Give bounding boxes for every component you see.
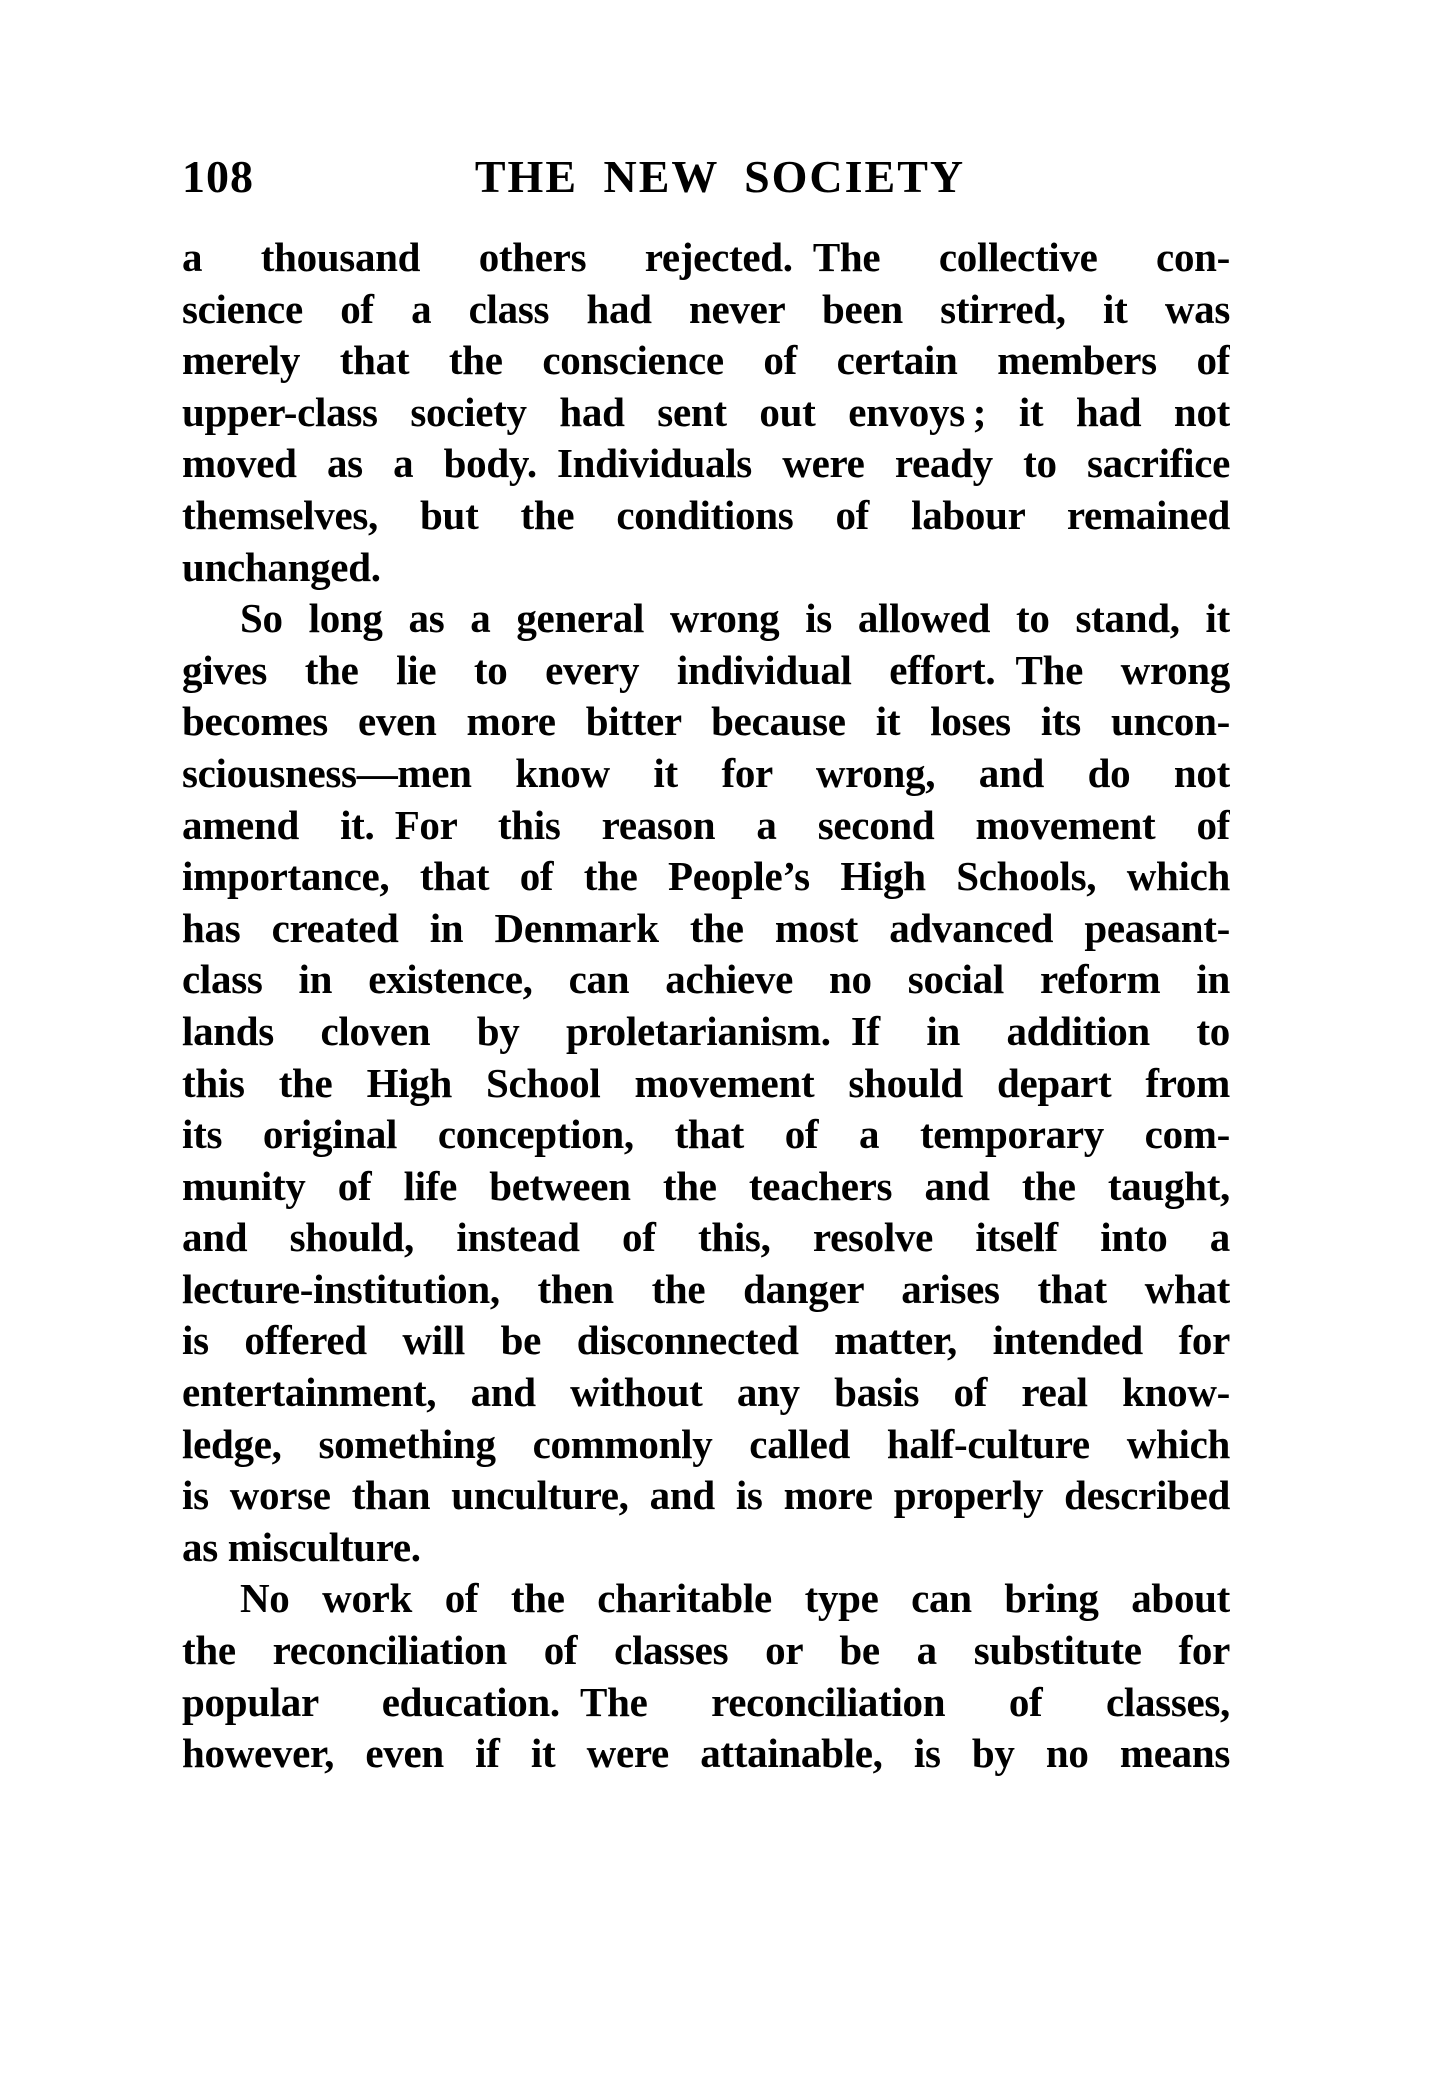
text-line: gives the lie to every individual effort. The wrong (182, 646, 1230, 693)
text-line: is offered will be disconnected matter, intended for (182, 1317, 1230, 1364)
text-line: is worse than unculture, and is more properly described (182, 1472, 1230, 1519)
text-line: lands cloven by proletarianism. If in addition to (182, 1007, 1230, 1054)
text-line: however, even if it were attainable, is by no means (182, 1730, 1230, 1777)
text-line: the reconciliation of classes or be a substitute for (182, 1627, 1230, 1674)
text-line: amend it. For this reason a second movement of (182, 801, 1230, 848)
text-line: unchanged. (182, 543, 381, 590)
text-line: So long as a general wrong is allowed to stand, it (240, 595, 1230, 642)
text-line: has created in Denmark the most advanced peasant- (182, 904, 1230, 951)
text-line: upper-class society had sent out envoys ; it had not (182, 388, 1230, 435)
text-line: No work of the charitable type can bring about (240, 1575, 1230, 1622)
text-line: munity of life between the teachers and the taught, (182, 1162, 1230, 1209)
text-line: sciousness—men know it for wrong, and do not (182, 749, 1230, 796)
text-line: becomes even more bitter because it loses its uncon- (182, 698, 1230, 745)
text-line: lecture-institution, then the danger arises that what (182, 1265, 1230, 1312)
text-line: themselves, but the conditions of labour remained (182, 491, 1230, 538)
text-line: its original conception, that of a temporary com- (182, 1111, 1230, 1158)
text-line: popular education. The reconciliation of classes, (182, 1678, 1230, 1725)
text-line: a thousand others rejected. The collective con- (182, 234, 1230, 280)
text-line: moved as a body. Individuals were ready to sacrifice (182, 440, 1230, 487)
text-line: and should, instead of this, resolve itself into a (182, 1214, 1230, 1261)
text-line: entertainment, and without any basis of real know- (182, 1369, 1230, 1416)
text-line: as misculture. (182, 1523, 421, 1570)
page-number: 108 (182, 151, 254, 202)
text-line: class in existence, can achieve no social reform in (182, 956, 1230, 1003)
text-line: ledge, something commonly called half-culture which (182, 1420, 1230, 1467)
text-line: importance, that of the People’s High Schools, which (182, 853, 1230, 900)
text-line: merely that the conscience of certain members of (182, 337, 1230, 384)
running-title: THE NEW SOCIETY (474, 151, 966, 202)
page-text (182, 232, 1230, 1780)
text-line: science of a class had never been stirred, it was (182, 285, 1230, 332)
text-line: this the High School movement should depart from (182, 1059, 1230, 1106)
